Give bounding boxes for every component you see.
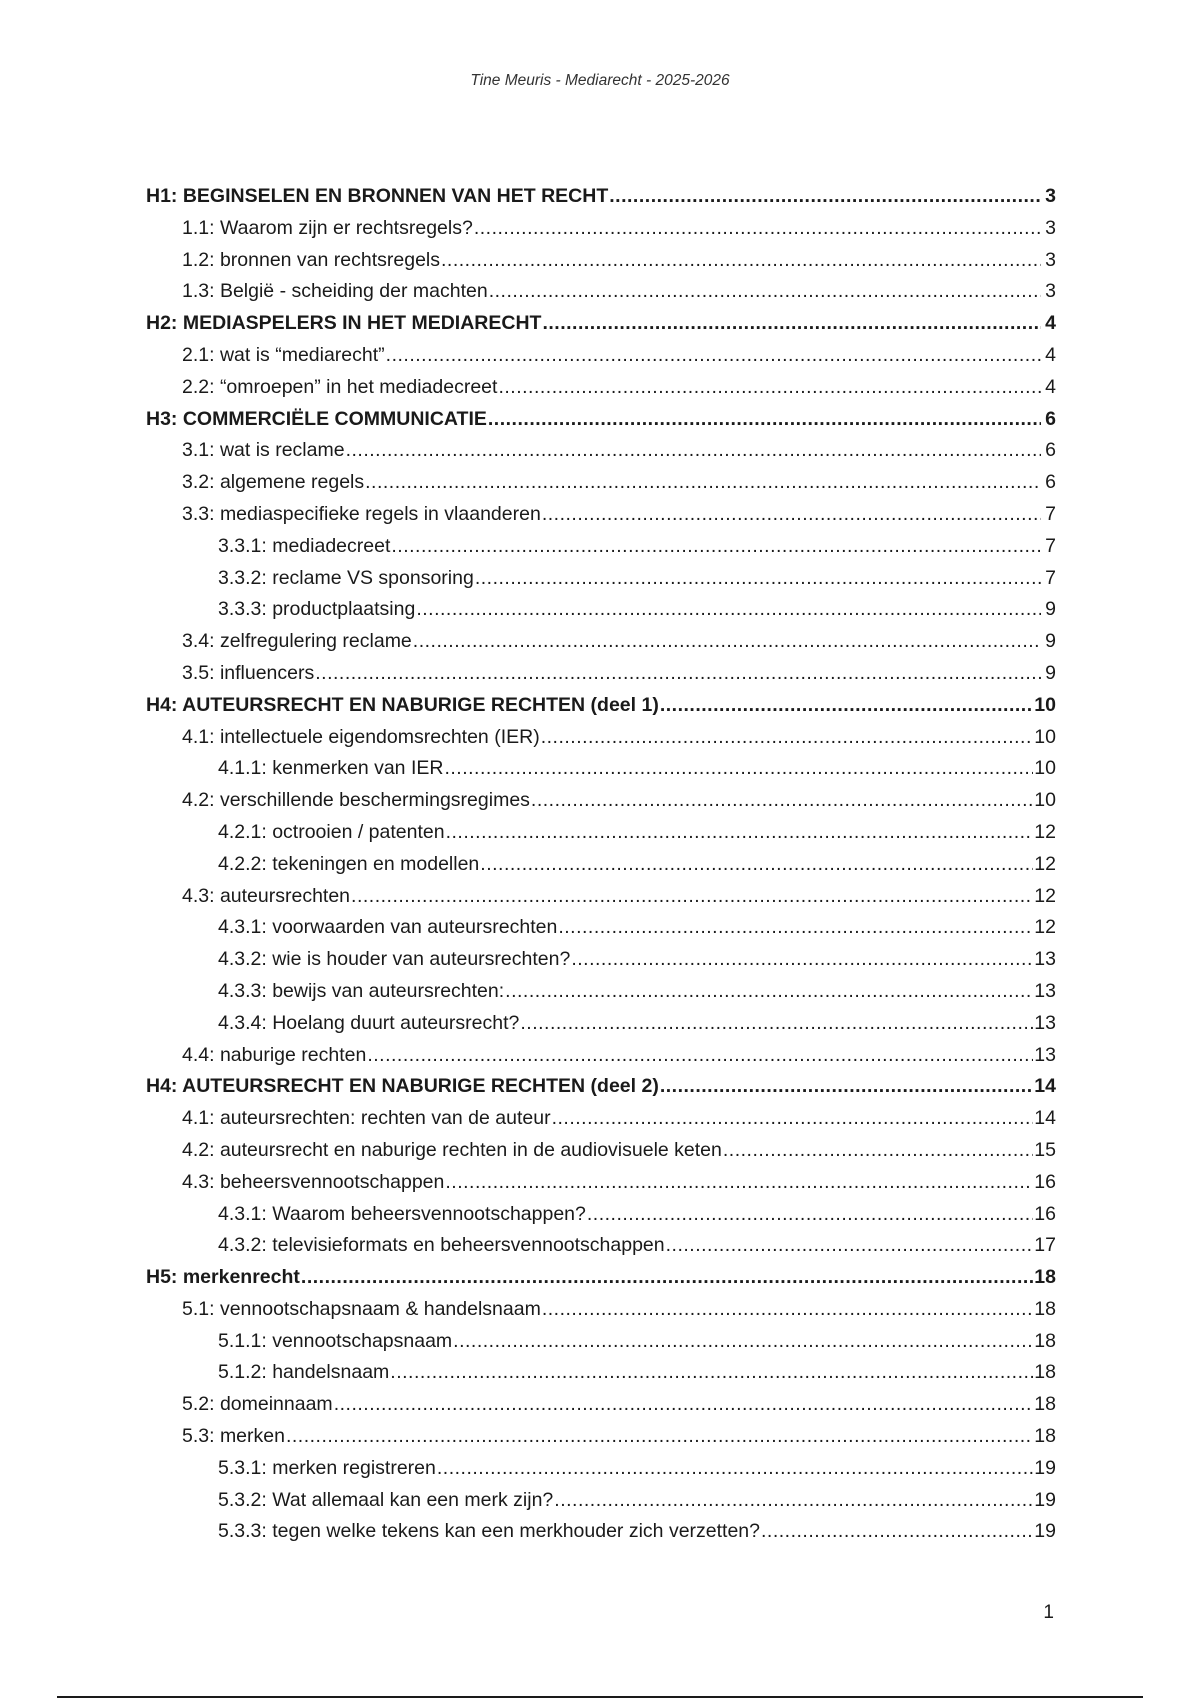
toc-entry-page: 13 (1034, 1043, 1056, 1066)
toc-dot-leader (437, 1457, 1033, 1480)
toc-entry[interactable] (146, 344, 1056, 376)
toc-dot-leader (542, 503, 1041, 526)
toc-entry-page: 18 (1034, 1425, 1056, 1448)
toc-dot-leader (346, 439, 1041, 462)
toc-entry-page: 19 (1034, 1456, 1056, 1479)
toc-entry[interactable] (146, 439, 1056, 471)
toc-entry-page: 14 (1034, 1107, 1056, 1130)
toc-entry-page: 18 (1034, 1297, 1056, 1320)
toc-dot-leader (660, 1075, 1033, 1098)
toc-entry-label: 2.2: “omroepen” in het mediadecreet (182, 375, 498, 398)
toc-entry-label: 4.2.2: tekeningen en modellen (218, 852, 480, 875)
toc-entry[interactable] (146, 567, 1056, 599)
toc-entry-label: 5.3.3: tegen welke tekens kan een merkhouder zich verzetten? (218, 1520, 760, 1543)
toc-entry-label: 4.2: verschillende beschermingsregimes (182, 789, 530, 812)
toc-entry[interactable] (146, 280, 1056, 312)
toc-entry-label: H1: BEGINSELEN EN BRONNEN VAN HET RECHT (146, 185, 609, 207)
toc-entry[interactable] (146, 535, 1056, 567)
toc-entry-page: 6 (1045, 439, 1056, 462)
toc-dot-leader (558, 916, 1033, 939)
toc-entry-page: 3 (1045, 216, 1056, 239)
toc-entry-label: 4.1.1: kenmerken van IER (218, 757, 444, 780)
toc-entry-page: 7 (1045, 502, 1056, 525)
toc-entry[interactable] (146, 1457, 1056, 1489)
toc-entry-page: 15 (1034, 1138, 1056, 1161)
toc-entry[interactable] (146, 1425, 1056, 1457)
toc-entry-page: 7 (1045, 566, 1056, 589)
toc-entry-label: 4.2.1: octrooien / patenten (218, 820, 445, 843)
toc-entry-label: 3.3.2: reclame VS sponsoring (218, 566, 474, 589)
toc-dot-leader (391, 535, 1041, 558)
toc-entry[interactable] (146, 1393, 1056, 1425)
toc-dot-leader (301, 1266, 1033, 1289)
toc-dot-leader (489, 280, 1041, 303)
toc-entry[interactable] (146, 1044, 1056, 1076)
toc-entry-page: 3 (1045, 280, 1056, 303)
toc-entry-page: 10 (1034, 693, 1056, 716)
toc-dot-leader (587, 1203, 1033, 1226)
toc-entry-label: 5.1.1: vennootschapsnaam (218, 1329, 453, 1352)
toc-entry-page: 16 (1034, 1170, 1056, 1193)
page-number: 1 (1043, 1602, 1054, 1623)
toc-entry-label: 4.3: auteursrechten (182, 884, 351, 907)
toc-dot-leader (365, 471, 1041, 494)
toc-dot-leader (542, 312, 1041, 335)
toc-entry[interactable] (146, 1520, 1056, 1552)
toc-entry-label: H4: AUTEURSRECHT EN NABURIGE RECHTEN (deel 1) (146, 693, 659, 716)
toc-entry[interactable] (146, 726, 1056, 758)
toc-entry-page: 6 (1045, 471, 1056, 494)
toc-entry[interactable] (146, 1361, 1056, 1393)
toc-entry-page: 13 (1034, 948, 1056, 971)
toc-entry-page: 19 (1034, 1488, 1056, 1511)
toc-entry[interactable] (146, 853, 1056, 885)
toc-entry-page: 18 (1034, 1266, 1056, 1289)
toc-entry[interactable] (146, 757, 1056, 789)
toc-entry-label: 4.1: intellectuele eigendomsrechten (IER) (182, 725, 540, 748)
toc-entry[interactable] (146, 249, 1056, 281)
toc-entry-page: 9 (1045, 630, 1056, 653)
toc-dot-leader (609, 185, 1041, 208)
toc-entry[interactable] (146, 503, 1056, 535)
toc-entry-label: 5.2: domeinnaam (182, 1393, 333, 1416)
toc-entry-label: 4.3.1: Waarom beheersvennootschappen? (218, 1202, 586, 1225)
toc-entry-page: 17 (1034, 1234, 1056, 1257)
toc-dot-leader (541, 726, 1034, 749)
toc-dot-leader (498, 376, 1041, 399)
table-of-contents (146, 185, 1056, 1552)
toc-dot-leader (453, 1330, 1033, 1353)
toc-entry-label: 3.3.1: mediadecreet (218, 534, 391, 557)
toc-entry-page: 12 (1034, 852, 1056, 875)
toc-entry-label: 3.3: mediaspecifieke regels in vlaanderen (182, 502, 541, 525)
toc-dot-leader (286, 1425, 1033, 1448)
toc-entry[interactable] (146, 885, 1056, 917)
toc-dot-leader (520, 1012, 1033, 1035)
toc-entry-label: H4: AUTEURSRECHT EN NABURIGE RECHTEN (deel 2) (146, 1075, 659, 1098)
toc-entry-page: 13 (1034, 1011, 1056, 1034)
toc-entry-page: 9 (1045, 661, 1056, 684)
toc-entry[interactable] (146, 312, 1056, 344)
toc-entry[interactable] (146, 1171, 1056, 1203)
toc-dot-leader (315, 662, 1041, 685)
toc-entry-label: 4.3.1: voorwaarden van auteursrechten (218, 916, 558, 939)
toc-entry[interactable] (146, 1330, 1056, 1362)
toc-dot-leader (475, 567, 1041, 590)
toc-entry-page: 9 (1045, 598, 1056, 621)
toc-entry-page: 12 (1034, 884, 1056, 907)
toc-entry-label: 4.3.4: Hoelang duurt auteursrecht? (218, 1011, 520, 1034)
toc-dot-leader (441, 249, 1041, 272)
toc-entry-page: 4 (1045, 312, 1056, 335)
toc-entry-page: 3 (1045, 248, 1056, 271)
toc-dot-leader (367, 1044, 1033, 1067)
toc-entry-page: 16 (1034, 1202, 1056, 1225)
toc-entry-label: H2: MEDIASPELERS IN HET MEDIARECHT (146, 312, 542, 335)
toc-entry[interactable] (146, 662, 1056, 694)
toc-dot-leader (416, 598, 1041, 621)
toc-entry-page: 18 (1034, 1393, 1056, 1416)
toc-entry-label: 4.3.2: televisieformats en beheersvennootschappen (218, 1234, 665, 1257)
toc-entry[interactable] (146, 598, 1056, 630)
toc-entry-label: 3.1: wat is reclame (182, 439, 345, 462)
toc-entry[interactable] (146, 1203, 1056, 1235)
toc-dot-leader (666, 1234, 1034, 1257)
toc-entry-label: 5.1: vennootschapsnaam & handelsnaam (182, 1297, 541, 1320)
toc-dot-leader (334, 1393, 1034, 1416)
toc-dot-leader (445, 1171, 1033, 1194)
toc-entry-page: 6 (1045, 407, 1056, 430)
toc-entry-label: 4.1: auteursrechten: rechten van de auteur (182, 1107, 551, 1130)
toc-dot-leader (542, 1298, 1033, 1321)
toc-entry[interactable] (146, 948, 1056, 980)
toc-entry[interactable] (146, 217, 1056, 249)
toc-dot-leader (390, 1361, 1033, 1384)
toc-entry[interactable] (146, 789, 1056, 821)
toc-dot-leader (552, 1107, 1034, 1130)
toc-entry-label: H3: COMMERCIËLE COMMUNICATIE (146, 407, 487, 430)
toc-entry[interactable] (146, 1234, 1056, 1266)
toc-entry-label: 4.3.2: wie is houder van auteursrechten? (218, 948, 571, 971)
toc-entry-label: 3.5: influencers (182, 661, 315, 684)
toc-entry[interactable] (146, 1266, 1056, 1298)
bottom-rule (57, 1696, 1143, 1698)
toc-entry[interactable] (146, 980, 1056, 1012)
toc-entry[interactable] (146, 471, 1056, 503)
toc-entry-page: 4 (1045, 375, 1056, 398)
toc-entry-page: 12 (1034, 820, 1056, 843)
toc-entry[interactable] (146, 185, 1056, 217)
toc-entry-label: 4.4: naburige rechten (182, 1043, 367, 1066)
toc-entry-label: 4.3.3: bewijs van auteursrechten: (218, 979, 505, 1002)
toc-dot-leader (554, 1489, 1033, 1512)
toc-entry-page: 10 (1034, 789, 1056, 812)
toc-entry-label: 1.1: Waarom zijn er rechtsregels? (182, 216, 473, 239)
toc-entry-label: H5: merkenrecht (146, 1266, 300, 1289)
toc-entry[interactable] (146, 1139, 1056, 1171)
toc-entry[interactable] (146, 1107, 1056, 1139)
toc-entry-label: 3.2: algemene regels (182, 471, 365, 494)
toc-dot-leader (531, 789, 1033, 812)
toc-entry[interactable] (146, 1298, 1056, 1330)
toc-dot-leader (480, 853, 1033, 876)
toc-entry-label: 5.3.1: merken registreren (218, 1456, 436, 1479)
toc-dot-leader (474, 217, 1041, 240)
toc-entry[interactable] (146, 1012, 1056, 1044)
toc-dot-leader (505, 980, 1033, 1003)
toc-entry-label: 4.3: beheersvennootschappen (182, 1170, 445, 1193)
toc-dot-leader (488, 408, 1041, 431)
toc-entry-page: 4 (1045, 343, 1056, 366)
toc-entry[interactable] (146, 694, 1056, 726)
toc-entry-page: 10 (1034, 725, 1056, 748)
toc-entry-page: 18 (1034, 1361, 1056, 1384)
toc-dot-leader (723, 1139, 1033, 1162)
toc-entry-label: 1.2: bronnen van rechtsregels (182, 248, 440, 271)
toc-entry[interactable] (146, 408, 1056, 440)
toc-entry-label: 4.2: auteursrecht en naburige rechten in de audiovisuele keten (182, 1138, 722, 1161)
toc-entry-page: 14 (1034, 1075, 1056, 1098)
toc-entry-page: 7 (1045, 534, 1056, 557)
toc-dot-leader (351, 885, 1033, 908)
toc-entry-page: 3 (1045, 185, 1056, 207)
toc-entry[interactable] (146, 1075, 1056, 1107)
toc-entry[interactable] (146, 821, 1056, 853)
toc-dot-leader (571, 948, 1033, 971)
toc-dot-leader (444, 757, 1033, 780)
toc-entry-label: 3.3.3: productplaatsing (218, 598, 416, 621)
toc-entry-page: 18 (1034, 1329, 1056, 1352)
page-header: Tine Meuris - Mediarecht - 2025-2026 (470, 72, 730, 89)
toc-entry-label: 5.3.2: Wat allemaal kan een merk zijn? (218, 1488, 554, 1511)
toc-entry-page: 10 (1034, 757, 1056, 780)
toc-dot-leader (446, 821, 1034, 844)
toc-dot-leader (413, 630, 1041, 653)
toc-entry-page: 13 (1034, 979, 1056, 1002)
toc-entry[interactable] (146, 630, 1056, 662)
toc-entry-label: 5.3: merken (182, 1425, 285, 1448)
toc-entry-page: 12 (1034, 916, 1056, 939)
toc-entry-page: 19 (1034, 1520, 1056, 1543)
toc-dot-leader (660, 694, 1033, 717)
toc-dot-leader (386, 344, 1041, 367)
toc-entry-label: 1.3: België - scheiding der machten (182, 280, 488, 303)
toc-entry[interactable] (146, 1489, 1056, 1521)
toc-entry[interactable] (146, 376, 1056, 408)
toc-entry-label: 3.4: zelfregulering reclame (182, 630, 412, 653)
toc-entry-label: 5.1.2: handelsnaam (218, 1361, 390, 1384)
toc-dot-leader (761, 1520, 1033, 1543)
toc-entry-label: 2.1: wat is “mediarecht” (182, 343, 385, 366)
toc-entry[interactable] (146, 916, 1056, 948)
